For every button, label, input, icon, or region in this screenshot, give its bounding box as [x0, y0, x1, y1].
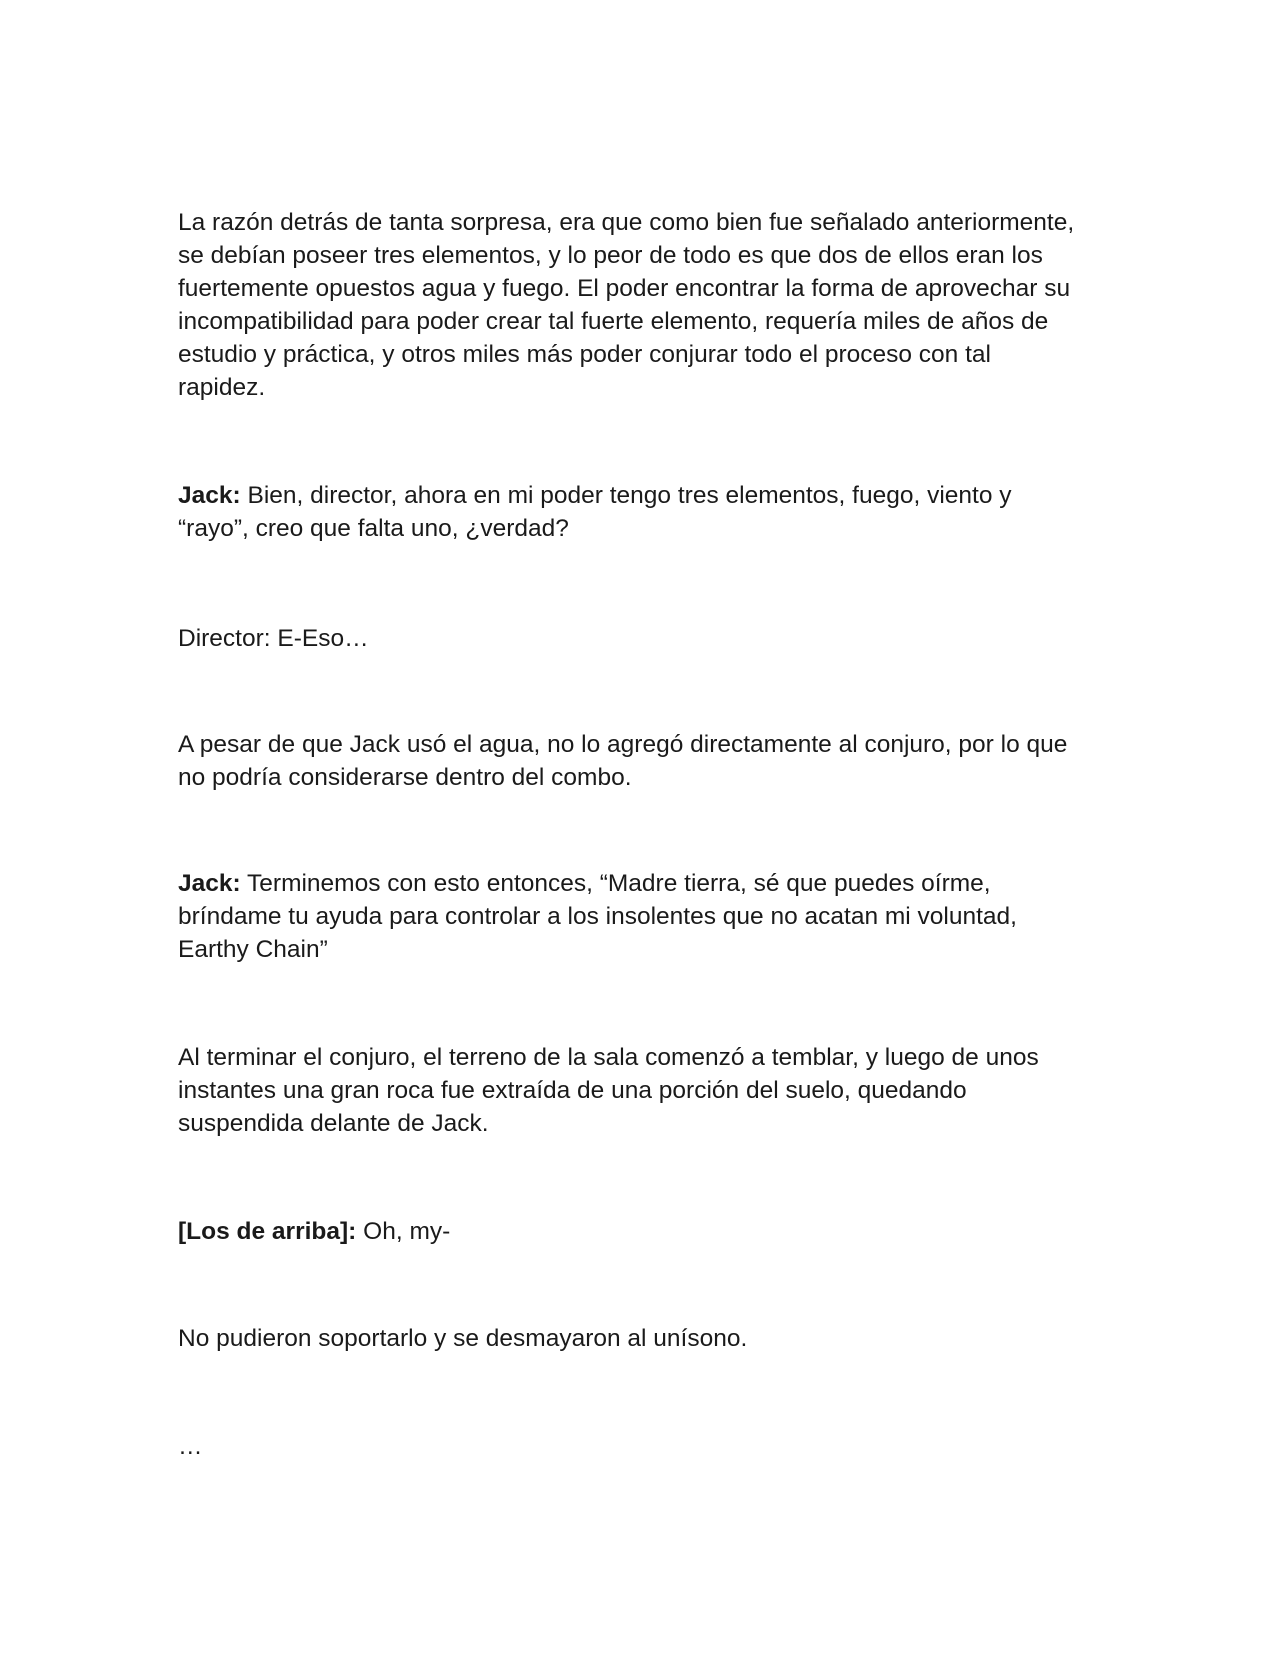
narration-paragraph: No pudieron soportarlo y se desmayaron al unísono.	[178, 1325, 748, 1352]
dialogue-line-jack	[178, 867, 1108, 966]
speaker-name: Jack:	[178, 870, 241, 897]
dialogue-line-los-de-arriba	[178, 1215, 1108, 1248]
narration-paragraph: A pesar de que Jack usó el agua, no lo agregó directamente al conjuro, por lo que no podría considerarse dentro del combo.	[178, 731, 1068, 791]
dialogue-text: Oh, my-	[356, 1218, 451, 1245]
scene-break-ellipsis: …	[178, 1433, 203, 1460]
narration-paragraph: La razón detrás de tanta sorpresa, era que como bien fue señalado anteriormente, se debían poseer tres elementos, y lo peor de todo es que dos de ellos eran los fuertemente opuestos agua y fuego. El poder encontrar la forma de aprovechar su incompatibilidad para poder crear tal fuerte elemento, requería miles de años de estudio y práctica, y otros miles más poder conjurar todo el proceso con tal rapidez.	[178, 209, 1075, 401]
dialogue-line-director: Director: E-Eso…	[178, 625, 369, 652]
dialogue-line-jack	[178, 479, 1108, 545]
narration-paragraph: Al terminar el conjuro, el terreno de la sala comenzó a temblar, y luego de unos instantes una gran roca fue extraída de una porción del suelo, quedando suspendida delante de Jack.	[178, 1044, 1039, 1137]
dialogue-text: Terminemos con esto entonces, “Madre tierra, sé que puedes oírme, bríndame tu ayuda para controlar a los insolentes que no acatan mi voluntad, Earthy Chain”	[178, 870, 1017, 963]
speaker-name: Jack:	[178, 482, 241, 509]
dialogue-text: Bien, director, ahora en mi poder tengo tres elementos, fuego, viento y “rayo”, creo que falta uno, ¿verdad?	[178, 482, 1012, 542]
speaker-name: [Los de arriba]:	[178, 1218, 357, 1245]
